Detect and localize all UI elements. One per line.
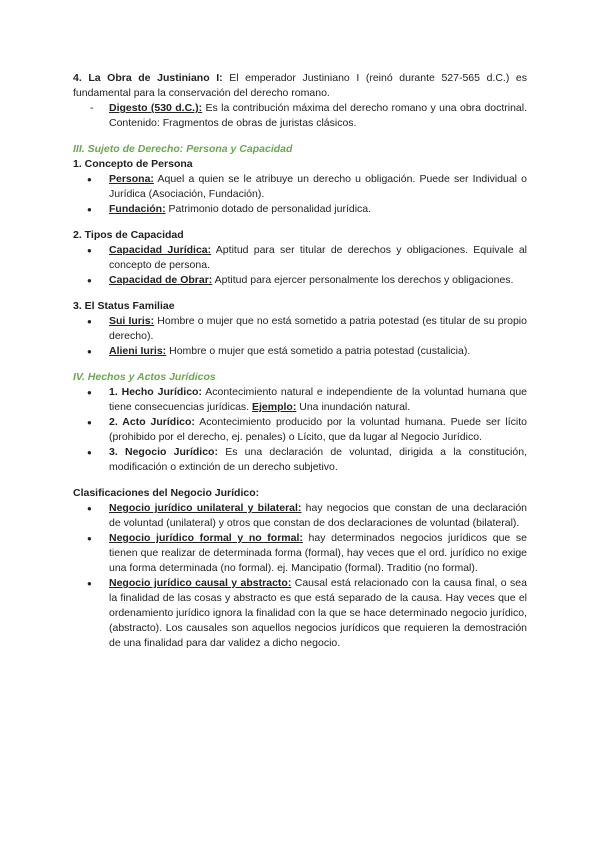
item-label: 1. Hecho Jurídico: [109, 386, 202, 398]
item-label: Negocio jurídico formal y no formal: [109, 532, 303, 544]
status-heading: 3. El Status Familiae [73, 300, 175, 312]
list-item [73, 415, 527, 445]
list-item [73, 243, 527, 273]
concepto-heading: 1. Concepto de Persona [73, 158, 193, 170]
capacidad-list [73, 243, 527, 288]
example-text: Una inundación natural. [296, 401, 411, 413]
justiniano-text: El emperador Justiniano I (reinó durante 527-565 d.C.) es fundamental para la conservación del derecho romano. [73, 72, 527, 99]
item-text: Patrimonio dotado de personalidad jurídica. [165, 203, 372, 215]
list-item [73, 385, 527, 415]
section-title-sujeto: III. Sujeto de Derecho: Persona y Capacidad [73, 143, 293, 155]
example-label: Ejemplo: [252, 401, 297, 413]
item-text: Aquel a quien se le atribuye un derecho u obligación. Puede ser Individual o Jurídica (Asociación, Fundación). [109, 173, 527, 200]
justiniano-heading: 4. La Obra de Justiniano I: [73, 72, 223, 84]
item-text: Hombre o mujer que no está sometido a patria potestad (es titular de su propio derecho). [109, 315, 527, 342]
item-label: Negocio jurídico unilateral y bilateral: [109, 502, 302, 514]
concepto-list [73, 172, 527, 217]
item-label: Persona: [109, 173, 154, 185]
list-item [73, 501, 527, 531]
item-label: Capacidad de Obrar: [109, 274, 213, 286]
item-text: Aptitud para ser titular de derechos y obligaciones. Equivale al concepto de persona. [109, 244, 527, 271]
list-item [73, 202, 527, 217]
digesto-label: Digesto (530 d.C.): [109, 102, 203, 114]
item-text: Hombre o mujer que está sometido a patria potestad (custalicia). [166, 345, 471, 357]
justiniano-paragraph [73, 71, 527, 101]
digesto-item [73, 101, 527, 131]
clasificaciones-heading: Clasificaciones del Negocio Jurídico: [73, 487, 260, 499]
document-page [73, 71, 527, 651]
clasificaciones-list [73, 501, 527, 651]
item-label: 2. Acto Jurídico: [109, 416, 195, 428]
item-text: Acontecimiento producido por la voluntad humana. Puede ser lícito (prohibido por el derecho, ej. penales) o Lícito, que da lugar al Negocio Jurídico. [109, 416, 527, 443]
item-label: Capacidad Jurídica: [109, 244, 212, 256]
list-item [73, 273, 527, 288]
list-item [73, 445, 527, 475]
item-text: Causal está relacionado con la causa final, o sea la finalidad de las cosas y abstracto es que está separado de la causa. Hay veces que el ordenamiento jurídico ignora la finalidad con la que se hace determinado negocio jurídico, (abstracto). Los causales son aquellos negocios jurídicos que requieren la demostración de una finalidad para dar validez a dicho negocio. [109, 577, 527, 649]
hechos-list [73, 385, 527, 475]
list-item [73, 172, 527, 202]
item-label: Fundación: [109, 203, 166, 215]
list-item [73, 576, 527, 651]
item-label: Sui Iuris: [109, 315, 155, 327]
status-list [73, 314, 527, 359]
item-text: Acontecimiento natural e independiente de la voluntad humana que tiene consecuencias jurídicas. [109, 386, 527, 413]
digesto-text: Es la contribución máxima del derecho romano y una obra doctrinal. Contenido: Fragmentos de obras de juristas clásicos. [109, 102, 527, 129]
item-text: hay determinados negocios jurídicos que se tienen que realizar de determinada forma (formal), hay veces que el ord. jurídico no exige una forma determinada (no formal). ej. Mancipatio (formal). Traditio (no formal). [109, 532, 527, 574]
item-text: Es una declaración de voluntad, dirigida a la constitución, modificación o extinción de un derecho subjetivo. [109, 446, 527, 473]
list-item [73, 344, 527, 359]
justiniano-list [73, 101, 527, 131]
list-item [73, 531, 527, 576]
item-text: Aptitud para ejercer personalmente los derechos y obligaciones. [212, 274, 514, 286]
section-title-hechos: IV. Hechos y Actos Jurídicos [73, 371, 216, 383]
item-label: Alieni Iuris: [109, 345, 167, 357]
item-label: Negocio jurídico causal y abstracto: [109, 577, 292, 589]
capacidad-heading: 2. Tipos de Capacidad [73, 229, 184, 241]
item-label: 3. Negocio Jurídico: [109, 446, 218, 458]
item-text: hay negocios que constan de una declaración de voluntad (unilateral) y otros que constan de dos declaraciones de voluntad (bilateral). [109, 502, 527, 529]
list-item [73, 314, 527, 344]
